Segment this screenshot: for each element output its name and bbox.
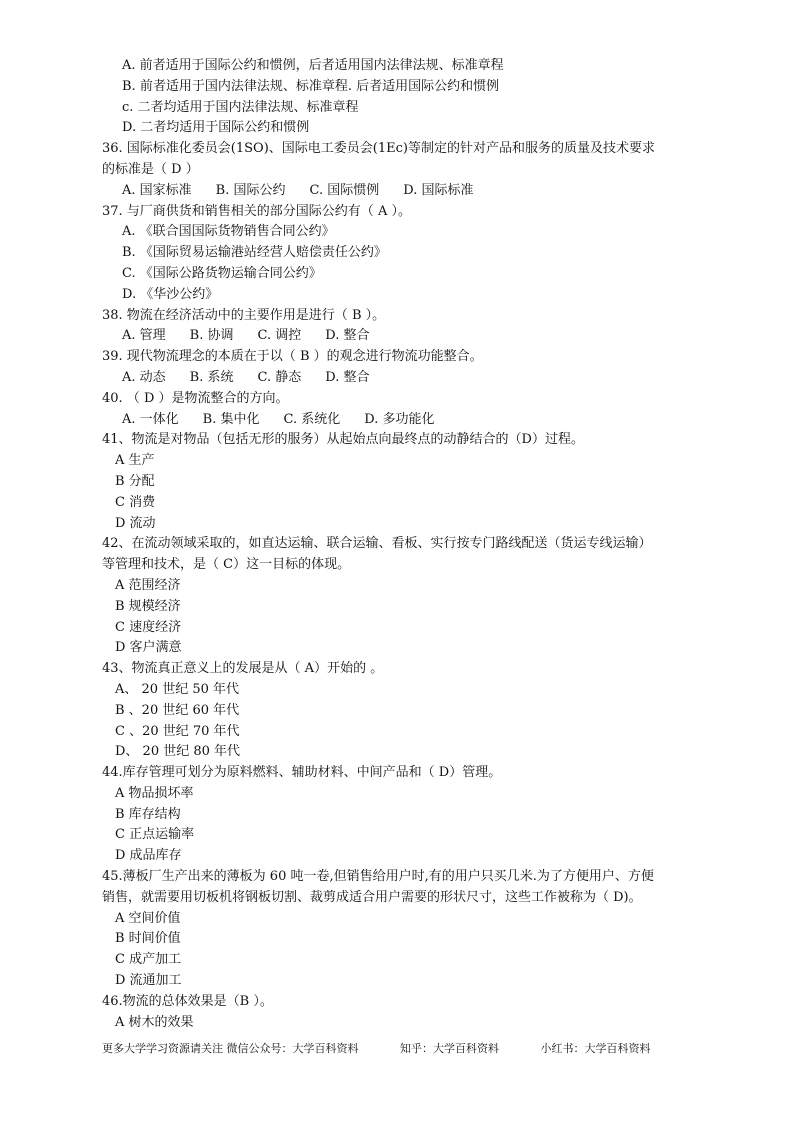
answer-option-line: A 生产 [115, 453, 155, 469]
answer-option-line: D、 20 世纪 80 年代 [115, 744, 241, 760]
answer-option: B. 协调 [189, 328, 234, 344]
answer-option: C. 静态 [257, 369, 302, 385]
answer-option-line: C 正点运输率 [115, 827, 195, 843]
footer-xiaohongshu-note: 小红书：大学百科资料 [540, 1042, 651, 1055]
question-text-line: 43、物流真正意义上的发展是从（ A）开始的 。 [102, 661, 384, 677]
answer-option: B. 系统 [189, 369, 234, 385]
answer-option: A. 国家标准 [122, 182, 192, 198]
question-text-line: 40. （ D ）是物流整合的方向。 [102, 390, 289, 406]
answer-option-line: B 时间价值 [115, 931, 181, 947]
page-footer [102, 1042, 651, 1056]
answer-option-line: D 成品库存 [115, 848, 182, 864]
question-text-line: 的标准是（ D ） [102, 161, 199, 177]
answer-option-line: A、 20 世纪 50 年代 [115, 681, 240, 697]
answer-option-line: A 空间价值 [115, 910, 181, 926]
answer-option: D. 国际标准 [403, 182, 474, 198]
answer-option-line: C 速度经济 [115, 619, 182, 635]
answer-options-row [102, 410, 702, 431]
answer-option-line: C 消费 [115, 494, 156, 510]
answer-option-line: B 库存结构 [115, 806, 181, 822]
question-text-line: 41、物流是对物品（包括无形的服务）从起始点向最终点的动静结合的（D）过程。 [102, 432, 584, 448]
answer-option-line: B 、20 世纪 60 年代 [115, 702, 240, 718]
answer-option-line: A. 前者适用于国际公约和惯例，后者适用国内法律法规、标准章程 [122, 58, 504, 73]
question-text-line: 等管理和技术，是（ C）这一目标的体现。 [102, 557, 351, 573]
answer-options-row [102, 368, 702, 389]
answer-option-line: B. 前者适用于国内法律法规、标准章程. 后者适用国际公约和惯例 [122, 78, 500, 94]
answer-option-line: c. 二者均适用于国内法律法规、标准章程 [122, 99, 359, 115]
answer-option: C. 系统化 [283, 411, 341, 427]
answer-option-line: D 流动 [115, 515, 156, 531]
answer-option-line: A. 《联合国国际货物销售合同公约》 [122, 224, 335, 240]
answer-option: B. 国际公约 [215, 182, 286, 198]
question-text-line: 36. 国际标准化委员会(1SO)、国际电工委员会(1Ec)等制定的针对产品和服务的质量及技术要求 [102, 141, 655, 157]
answer-option: C. 调控 [257, 328, 302, 344]
question-text-line: 销售，就需要用切板机将钢板切割、裁剪成适合用户需要的形状尺寸，这些工作被称为（ D)。 [102, 889, 642, 905]
answer-option-line: D 流通加工 [115, 973, 182, 989]
question-text-line: 37. 与厂商供货和销售相关的部分国际公约有（ A ）。 [102, 203, 411, 219]
question-text-line: 42、在流动领域采取的，如直达运输、联合运输、看板、实行按专门路线配送（货运专线运输） [102, 536, 652, 552]
question-text-line: 39. 现代物流理念的本质在于以（ B ）的观念进行物流功能整合。 [102, 349, 483, 365]
answer-option: A. 动态 [122, 369, 166, 385]
answer-option-line: D. 《华沙公约》 [122, 286, 219, 302]
answer-option: A. 管理 [122, 328, 166, 344]
answer-option-line: C. 《国际公路货物运输合同公约》 [122, 265, 322, 281]
answer-option-line: B 分配 [115, 473, 155, 489]
answer-option: C. 国际惯例 [309, 182, 380, 198]
answer-option-line: C 成产加工 [115, 952, 182, 968]
answer-option: D. 整合 [325, 328, 370, 344]
footer-wechat-note: 更多大学学习资源请关注 微信公众号：大学百科资料 [102, 1042, 359, 1055]
answer-option: D. 整合 [325, 369, 370, 385]
question-text-line: 44.库存管理可划分为原料燃料、辅助材料、中间产品和（ D）管理。 [102, 765, 502, 781]
answer-option-line: A 物品损坏率 [115, 785, 194, 801]
answer-option-line: D 客户满意 [115, 640, 182, 656]
document-body [102, 56, 702, 1033]
answer-option-line: B. 《国际贸易运输港站经营人赔偿责任公约》 [122, 245, 387, 261]
question-text-line: 38. 物流在经济活动中的主要作用是进行（ B ）。 [102, 307, 386, 323]
answer-option: D. 多功能化 [364, 411, 435, 427]
answer-options-row [102, 181, 702, 202]
answer-option-line: D. 二者均适用于国际公约和惯例 [122, 120, 310, 136]
question-text-line: 46.物流的总体效果是（B ）。 [102, 993, 273, 1009]
answer-option-line: C 、20 世纪 70 年代 [115, 723, 240, 739]
answer-option: B. 集中化 [202, 411, 260, 427]
answer-option-line: A 树木的效果 [115, 1014, 194, 1030]
footer-zhihu-note: 知乎：大学百科资料 [400, 1042, 499, 1055]
answer-option-line: A 范围经济 [115, 577, 181, 593]
answer-options-row [102, 326, 702, 347]
question-text-line: 45.薄板厂生产出来的薄板为 60 吨一卷,但销售给用户时,有的用户只买几米.为了方便用户、方便 [102, 869, 654, 885]
answer-option: A. 一体化 [122, 411, 179, 427]
answer-option-line: B 规模经济 [115, 598, 181, 614]
